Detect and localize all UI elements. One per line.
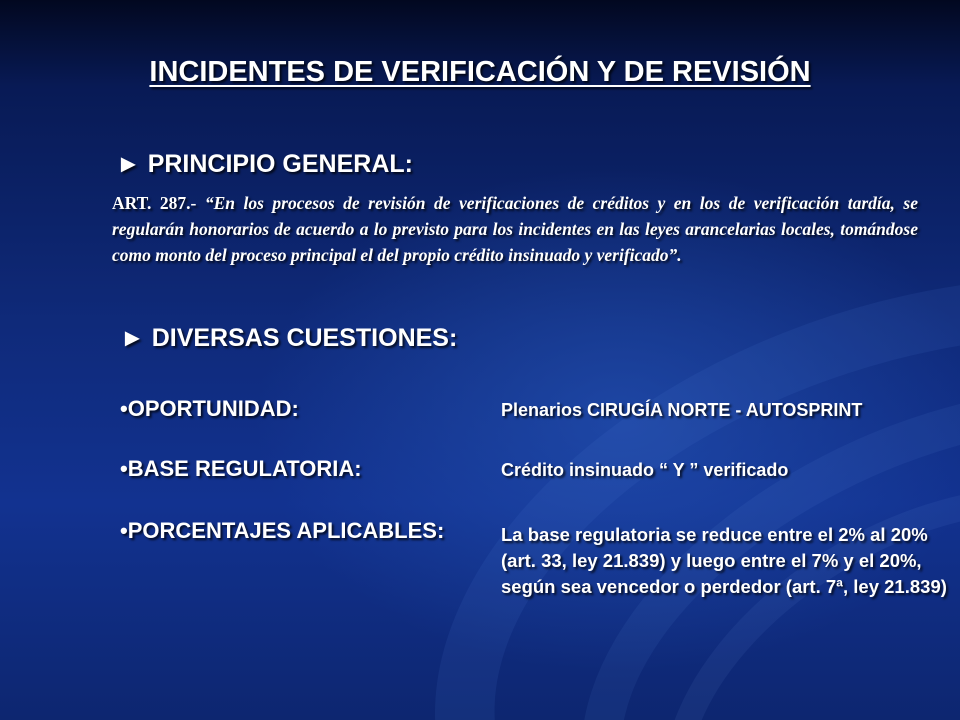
oportunidad-label: •OPORTUNIDAD: [120,396,299,421]
base-regulatoria-label: •BASE REGULATORIA: [120,456,362,481]
principio-general-heading: ► PRINCIPIO GENERAL: [116,150,413,178]
article-287-text [112,190,918,268]
oportunidad-value: Plenarios CIRUGÍA NORTE - AUTOSPRINT [501,400,863,420]
article-quote: “En los procesos de revisión de verificaciones de créditos y en los de verificación tardía, se regularán honorarios de acuerdo a lo previsto para los incidentes en las leyes arancelarias locales, tomándose como monto del proceso principal el del propio crédito insinuado y verificado”. [112,193,918,265]
base-regulatoria-value: Crédito insinuado “ Y ” verificado [501,460,789,480]
porcentajes-aplicables-value: La base regulatoria se reduce entre el 2% al 20% (art. 33, ley 21.839) y luego entre el 7% y el 20%, según sea vencedor o perdedor (art. 7ª, ley 21.839) [501,524,947,597]
article-reference: ART. 287.- [112,193,205,213]
slide-title: INCIDENTES DE VERIFICACIÓN Y DE REVISIÓN [149,56,811,88]
porcentajes-aplicables-label: •PORCENTAJES APLICABLES: [120,518,445,543]
diversas-cuestiones-heading: ► DIVERSAS CUESTIONES: [120,324,458,352]
